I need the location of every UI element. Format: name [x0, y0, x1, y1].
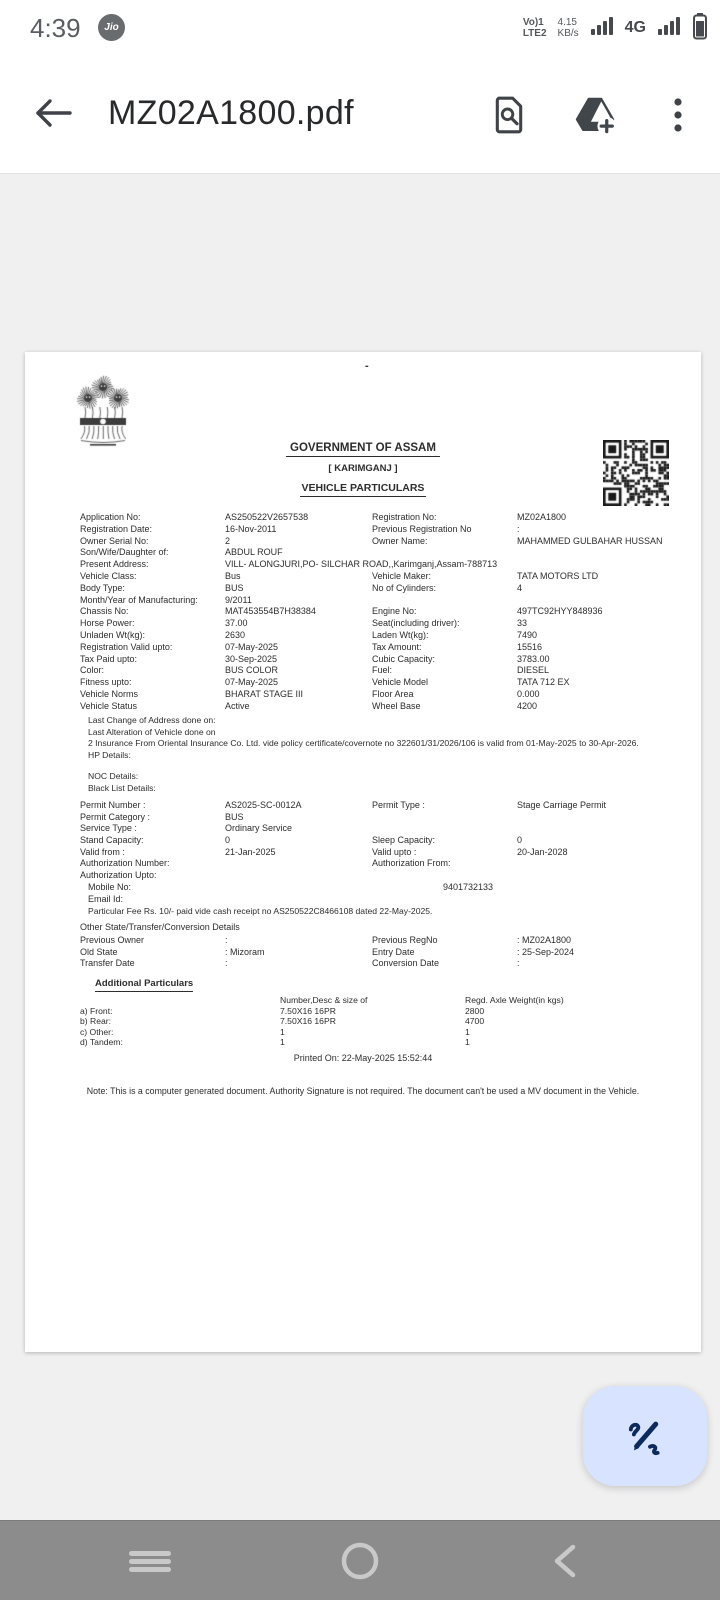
field-value: : 25-Sep-2024	[517, 946, 575, 957]
field-label: Vehicle Model	[372, 677, 429, 688]
field-label: Cubic Capacity:	[372, 653, 436, 664]
drive-plus-icon	[574, 95, 616, 135]
field-label: Email Id:	[88, 893, 124, 904]
document-heading: VEHICLE PARTICULARS	[25, 478, 701, 496]
back-arrow-icon	[30, 90, 76, 136]
vehicle-field-row	[25, 630, 701, 642]
home-circle-icon	[338, 1539, 382, 1583]
field-value: 9401732133	[443, 881, 494, 892]
additional-particulars-table	[25, 995, 701, 1048]
field-value: 2800	[465, 1005, 485, 1016]
field-label: Entry Date	[372, 946, 415, 957]
field-value: 0	[225, 835, 231, 846]
field-label: a) Front:	[80, 1005, 113, 1016]
field-label: Floor Area	[372, 688, 414, 699]
field-label: Stand Capacity:	[80, 835, 144, 846]
field-value: 37.00	[225, 618, 248, 629]
field-label: Month/Year of Manufacturing:	[80, 594, 198, 605]
field-value: : MZ02A1800	[517, 935, 572, 945]
field-value: VILL- ALONGJURI,PO- SILCHAR ROAD,,Karimganj,Assam-788713	[225, 559, 498, 570]
pdf-page	[25, 352, 701, 1352]
menu-icon	[129, 1548, 171, 1575]
vehicle-field-row	[25, 571, 701, 583]
permit-field-row	[25, 894, 701, 906]
transfer-field-row	[25, 947, 701, 959]
government-heading: GOVERNMENT OF ASSAM	[25, 438, 701, 456]
permit-field-row	[25, 882, 701, 894]
field-label: Mobile No:	[88, 881, 132, 892]
signal-bars-icon-2	[657, 16, 681, 41]
field-label: Laden Wt(kg):	[372, 629, 429, 640]
vehicle-field-row	[25, 618, 701, 630]
field-value: 7.50X16 16PR	[280, 1005, 336, 1016]
field-label: Permit Number :	[80, 800, 146, 810]
vehicle-field-row	[25, 642, 701, 654]
field-value: TATA 712 EX	[517, 677, 570, 688]
field-value: Regd. Axle Weight(in kgs)	[465, 995, 564, 1005]
signal-bars-icon	[590, 16, 614, 41]
pdf-viewer[interactable]	[0, 174, 720, 1520]
field-label: Last Alteration of Vehicle done on	[88, 726, 216, 737]
field-value: DIESEL	[517, 665, 550, 676]
field-value: 7.50X16 16PR	[280, 1016, 336, 1027]
vehicle-field-row	[25, 512, 701, 524]
field-value: : Mizoram	[225, 946, 265, 957]
vehicle-field-row	[25, 547, 701, 559]
battery-icon	[692, 12, 708, 45]
field-label: Valid upto :	[372, 846, 417, 857]
permit-section	[25, 800, 701, 905]
note-text: Note: This is a computer generated document. Authority Signature is not required. The document can't be used a MV document in the Vehicle.	[86, 1086, 640, 1096]
field-value: MAT453554B7H38384	[225, 606, 316, 617]
vehicle-field-row	[25, 665, 701, 677]
field-label: 2 Insurance From Oriental Insurance Co. Ltd. vide policy certificate/covernote no 322601/31/2026/106 is valid from 01-May-2025 to 30-Apr-2026.	[88, 738, 639, 749]
network-type-label: 4G	[624, 19, 646, 36]
back-button[interactable]	[30, 90, 78, 138]
transfer-section	[25, 935, 701, 970]
overflow-menu-button[interactable]	[655, 92, 701, 138]
permit-field-row	[25, 800, 701, 812]
field-label: Fitness upto:	[80, 677, 132, 688]
field-value: 1	[465, 1037, 470, 1048]
field-value: MAHAMMED GULBAHAR HUSSAN	[517, 535, 663, 546]
additional-field-row	[25, 995, 701, 1006]
status-line-row	[25, 727, 701, 739]
field-label: Registration Valid upto:	[80, 641, 173, 652]
field-label: Body Type:	[80, 582, 125, 593]
field-value: 33	[517, 618, 528, 629]
permit-field-row	[25, 847, 701, 859]
additional-field-row	[25, 1016, 701, 1027]
clock: 4:39	[30, 13, 81, 43]
field-value: 7490	[517, 629, 538, 640]
permit-field-row	[25, 812, 701, 824]
vehicle-field-row	[25, 654, 701, 666]
field-value: BUS COLOR	[225, 665, 279, 676]
field-value: 21-Jan-2025	[225, 846, 276, 857]
status-indicators	[523, 0, 708, 56]
back-nav-button[interactable]	[520, 1521, 610, 1600]
field-label: Seat(including driver):	[372, 618, 460, 629]
document-title: MZ02A1800.pdf	[108, 94, 354, 132]
noc-line-row	[25, 783, 701, 795]
field-value: :	[517, 958, 520, 968]
home-button[interactable]	[315, 1521, 405, 1600]
field-label: Owner Serial No:	[80, 535, 149, 546]
field-label: Fuel:	[372, 665, 393, 676]
field-label: Wheel Base	[372, 700, 421, 711]
field-value: 07-May-2025	[225, 677, 279, 688]
field-value: 4200	[517, 700, 538, 711]
field-value: MZ02A1800	[517, 512, 567, 522]
field-value: 2	[225, 535, 231, 546]
field-label: b) Rear:	[80, 1016, 112, 1027]
district-heading: [ KARIMGANJ ]	[328, 463, 398, 474]
recents-button[interactable]	[105, 1521, 195, 1600]
field-label: Transfer Date	[80, 958, 135, 968]
field-label: Authorization Number:	[80, 858, 170, 869]
annotate-fab[interactable]	[583, 1386, 707, 1486]
more-vert-icon	[671, 95, 685, 135]
field-label: Old State	[80, 946, 118, 957]
noc-line-row	[25, 771, 701, 783]
field-label: Particular Fee Rs. 10/- paid vide cash receipt no AS250522C8466108 dated 22-May-2025.	[88, 906, 433, 916]
vehicle-field-row	[25, 524, 701, 536]
field-label: d) Tandem:	[80, 1037, 123, 1048]
field-value: 497TC92HYY848936	[517, 606, 603, 617]
field-label: Vehicle Maker:	[372, 570, 432, 581]
vehicle-field-row	[25, 606, 701, 618]
field-label: Authorization Upto:	[80, 870, 157, 881]
field-value: 9/2011	[225, 594, 252, 605]
permit-field-row	[25, 858, 701, 870]
field-label: HP Details:	[88, 749, 131, 760]
field-value: :	[517, 523, 520, 534]
transfer-field-row	[25, 958, 701, 970]
permit-field-row	[25, 835, 701, 847]
fee-line-row	[25, 906, 701, 918]
vehicle-field-row	[25, 701, 701, 713]
vehicle-field-row	[25, 677, 701, 689]
field-label: Authorization From:	[372, 858, 451, 869]
field-value: ABDUL ROUF	[225, 547, 283, 558]
vehicle-field-row	[25, 583, 701, 595]
field-value: Ordinary Service	[225, 823, 293, 834]
field-value: TATA MOTORS LTD	[517, 570, 599, 581]
field-label: Vehicle Status	[80, 700, 138, 711]
vehicle-field-row	[25, 559, 701, 571]
field-label: Horse Power:	[80, 618, 135, 629]
field-value: 16-Nov-2011	[225, 523, 277, 534]
field-value: Bus	[225, 570, 241, 581]
field-value: AS2025-SC-0012A	[225, 800, 302, 810]
printed-on: Printed On: 22-May-2025 15:52:44	[293, 1053, 433, 1063]
field-label: Previous Registration No	[372, 523, 472, 534]
field-label: Color:	[80, 665, 105, 676]
field-value: AS250522V2657538	[225, 512, 309, 522]
field-label: c) Other:	[80, 1026, 114, 1037]
transfer-field-row	[25, 935, 701, 947]
network-speed: 4.15 KB/s	[557, 17, 579, 39]
field-value: 1	[280, 1037, 285, 1048]
page-dash: -	[365, 360, 369, 372]
add-to-drive-button[interactable]	[572, 92, 618, 138]
field-value: BUS	[225, 811, 244, 822]
vehicle-field-row	[25, 595, 701, 607]
field-label: Last Change of Address done on:	[88, 715, 216, 725]
permit-field-row	[25, 823, 701, 835]
carrier-jio-icon: Jio	[98, 14, 125, 41]
field-label: Black List Details:	[88, 782, 156, 793]
field-label: Registration Date:	[80, 523, 153, 534]
field-value: 20-Jan-2028	[517, 846, 568, 857]
field-value: BHARAT STAGE III	[225, 688, 304, 699]
navigation-bar	[0, 1520, 720, 1600]
transfer-heading: Other State/Transfer/Conversion Details	[80, 922, 240, 932]
field-value: :	[225, 935, 228, 945]
vehicle-particulars-section	[25, 512, 701, 713]
field-value: 1	[280, 1026, 285, 1037]
field-label: Present Address:	[80, 559, 149, 570]
field-label: Unladen Wt(kg):	[80, 629, 146, 640]
field-label: Permit Category :	[80, 811, 151, 822]
ashoka-emblem	[70, 372, 136, 448]
field-label: Service Type :	[80, 823, 137, 834]
field-value: 0.000	[517, 688, 540, 699]
field-value: Number,Desc & size of	[280, 995, 368, 1005]
app-bar	[0, 56, 720, 174]
vehicle-field-row	[25, 536, 701, 548]
field-label: Application No:	[80, 512, 141, 522]
field-value: Stage Carriage Permit	[517, 800, 607, 810]
field-label: Son/Wife/Daughter of:	[80, 547, 169, 558]
field-label: Vehicle Norms	[80, 688, 139, 699]
field-label: No of Cylinders:	[372, 582, 437, 593]
vehicle-field-row	[25, 689, 701, 701]
find-in-page-icon	[491, 96, 527, 134]
field-value: 1	[465, 1026, 470, 1037]
field-value: 4	[517, 582, 523, 593]
field-label: Owner Name:	[372, 535, 428, 546]
field-value: 30-Sep-2025	[225, 653, 278, 664]
field-value: BUS	[225, 582, 244, 593]
field-label: Previous Owner	[80, 935, 145, 945]
field-value: 3783.00	[517, 653, 550, 664]
field-label: Previous RegNo	[372, 935, 438, 945]
field-label: Registration No:	[372, 512, 437, 522]
additional-particulars-heading: Additional Particulars	[95, 978, 193, 992]
field-label: Permit Type :	[372, 800, 425, 810]
status-bar	[0, 0, 720, 56]
field-value: 07-May-2025	[225, 641, 279, 652]
field-value: 15516	[517, 641, 543, 652]
field-label: Sleep Capacity:	[372, 835, 436, 846]
additional-field-row	[25, 1006, 701, 1017]
fee-line-section	[25, 906, 701, 918]
chevron-left-icon	[547, 1541, 583, 1581]
field-label: Vehicle Class:	[80, 570, 137, 581]
signature-pen-icon	[622, 1413, 668, 1459]
field-label: NOC Details:	[88, 771, 139, 781]
field-label: Chassis No:	[80, 606, 129, 617]
additional-field-row	[25, 1037, 701, 1048]
permit-field-row	[25, 870, 701, 882]
field-value: 4700	[465, 1016, 485, 1027]
field-value: 0	[517, 835, 523, 846]
field-label: Engine No:	[372, 606, 417, 617]
field-value: 2630	[225, 629, 246, 640]
field-value: Active	[225, 700, 250, 711]
find-in-document-button[interactable]	[486, 92, 532, 138]
field-value: :	[225, 958, 228, 968]
status-line-row	[25, 738, 701, 750]
status-line-row	[25, 750, 701, 762]
additional-field-row	[25, 1027, 701, 1038]
field-label: Valid from :	[80, 846, 125, 857]
status-line-row	[25, 715, 701, 727]
volte-indicator: Vo)1 LTE2	[522, 17, 547, 39]
noc-section	[25, 771, 701, 794]
field-label: Tax Paid upto:	[80, 653, 138, 664]
field-label: Tax Amount:	[372, 641, 422, 652]
status-lines-section	[25, 715, 701, 761]
field-label: Conversion Date	[372, 958, 440, 968]
